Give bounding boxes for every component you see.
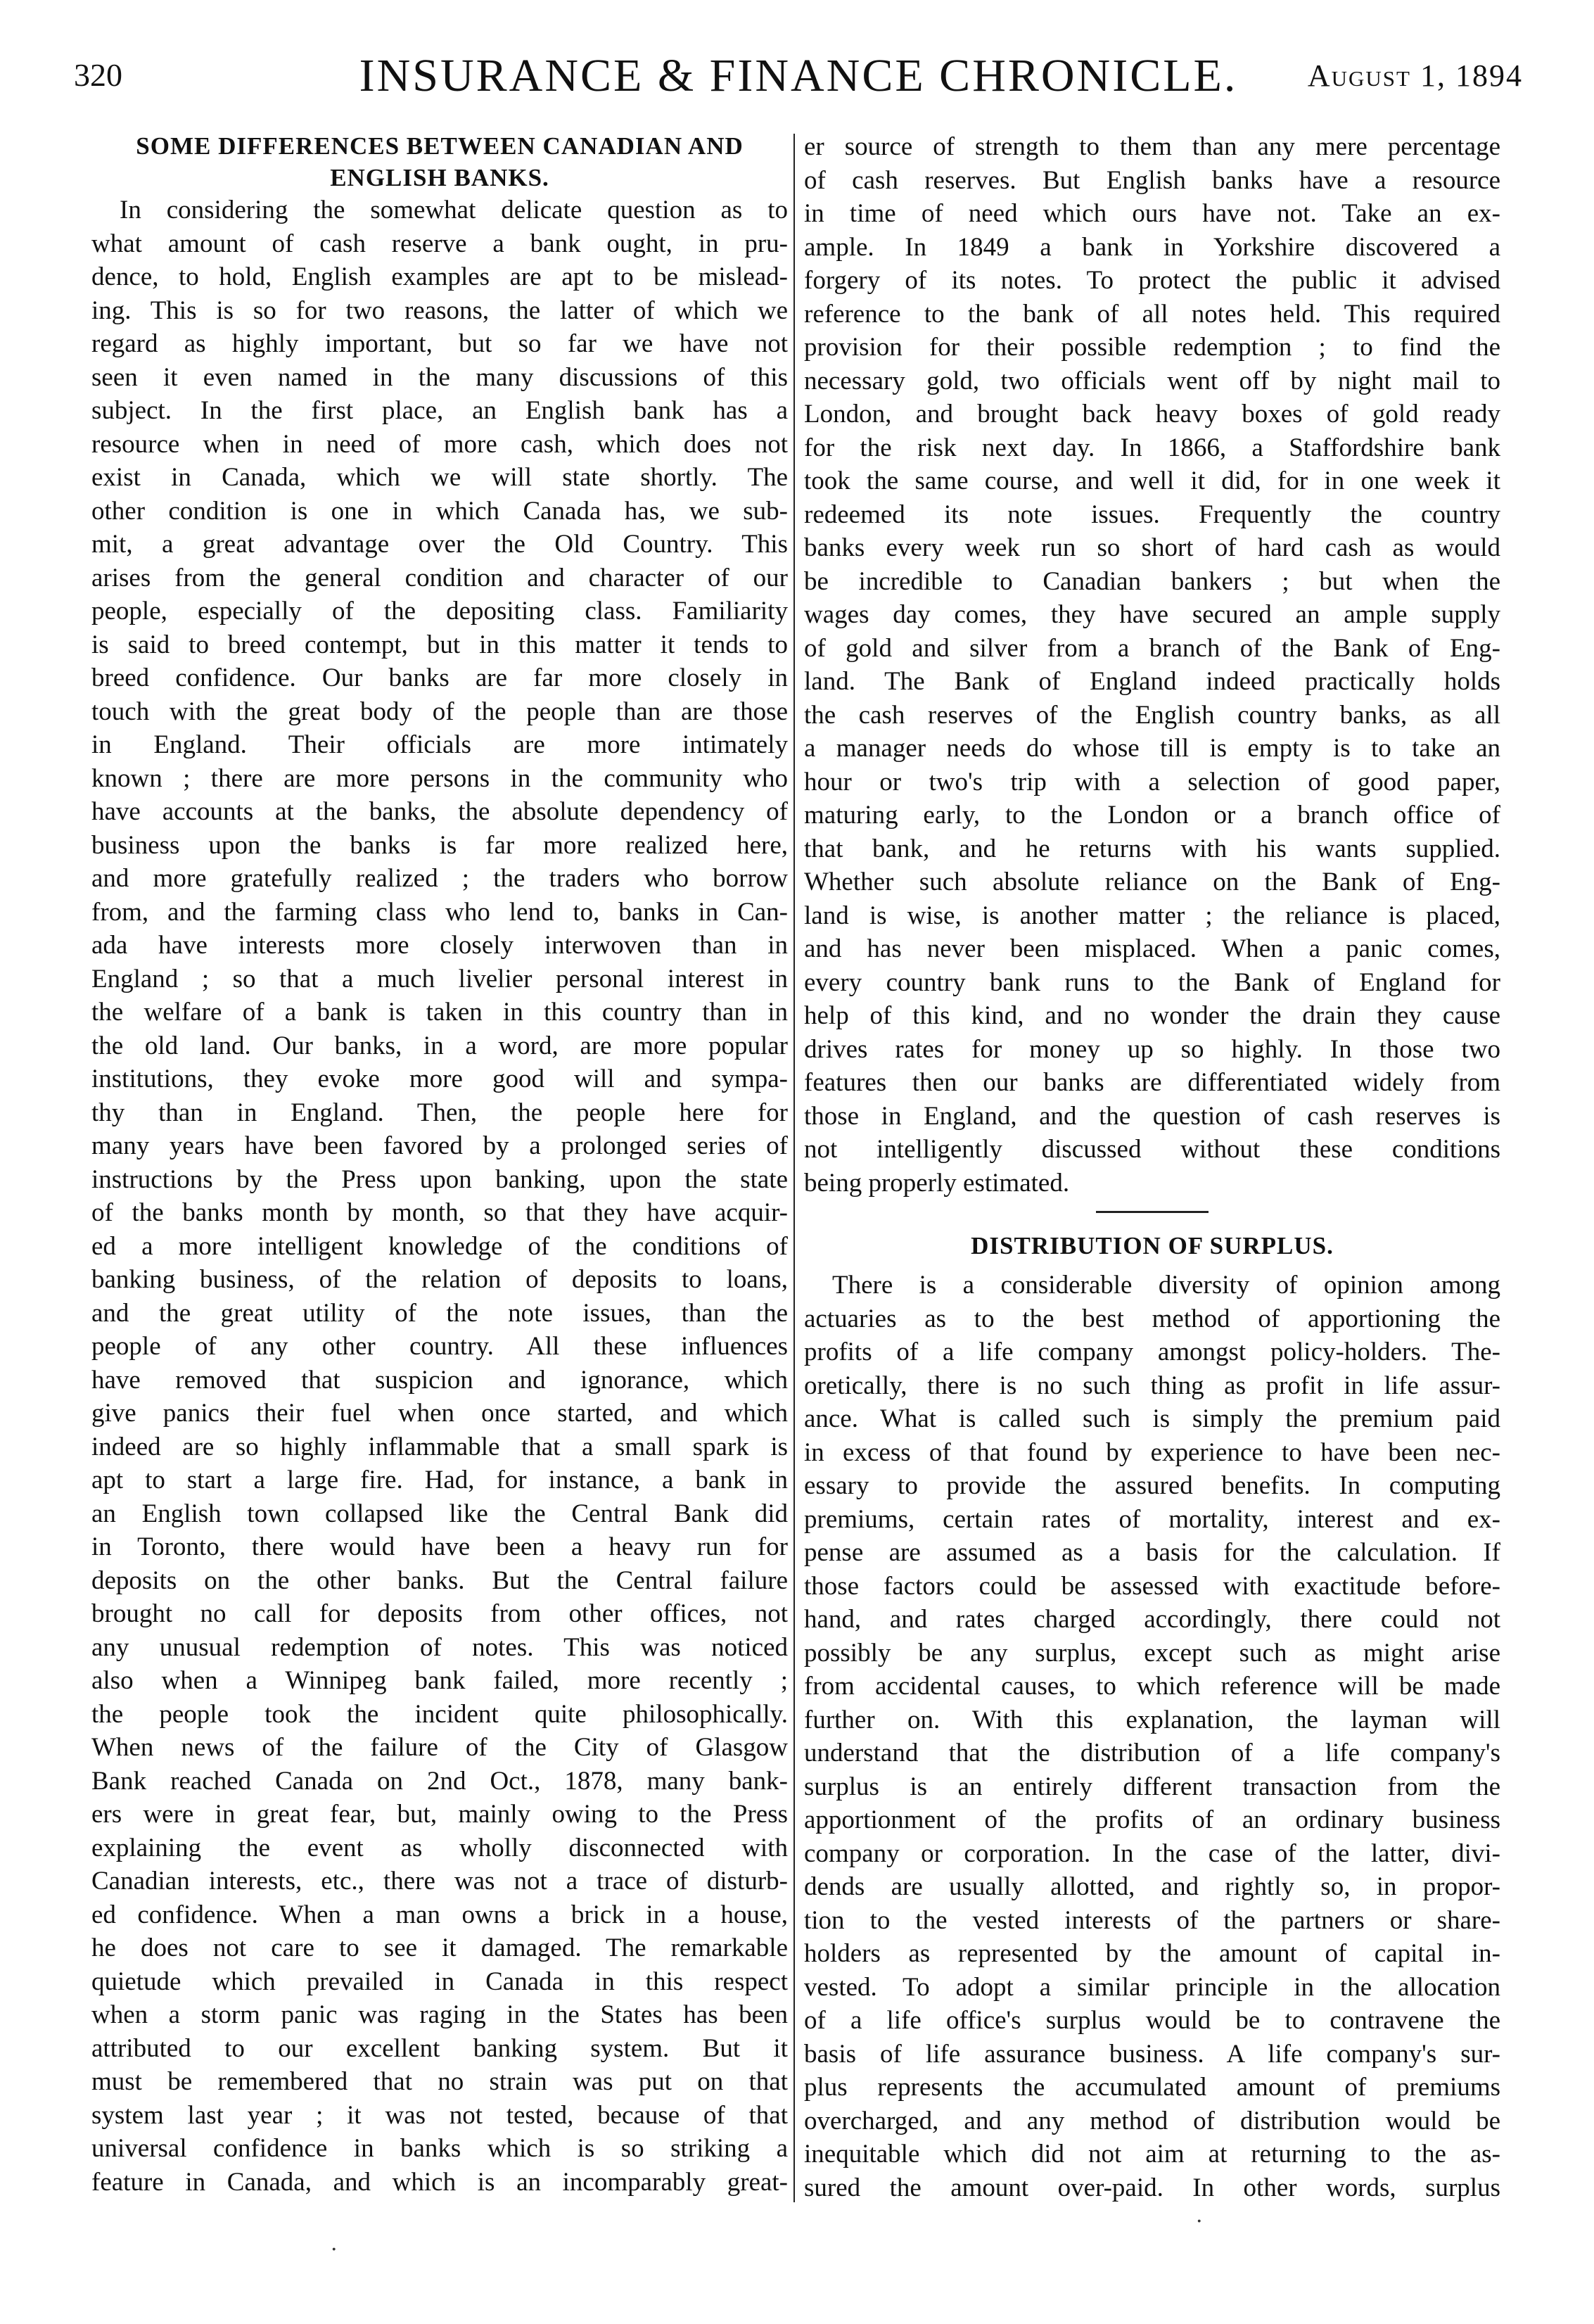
- text-line: from, and the farming class who lend to, banks in Can-: [91, 897, 788, 927]
- text-line: Canadian interests, etc., there was not a trace of disturb-: [91, 1867, 788, 1896]
- text-line: in Toronto, there would have been a heavy run for: [91, 1532, 788, 1561]
- text-line: essary to provide the assured benefits. In computing: [804, 1471, 1500, 1500]
- text-line: brought no call for deposits from other offices, not: [91, 1599, 788, 1628]
- text-line: any unusual redemption of notes. This was noticed: [91, 1632, 788, 1662]
- text-line: when a storm panic was raging in the States has been: [91, 2000, 788, 2029]
- text-line: the cash reserves of the English country banks, as all: [804, 700, 1500, 730]
- text-line: possibly be any surplus, except such as might arise: [804, 1638, 1500, 1668]
- article-body: [91, 193, 788, 2199]
- text-line: ance. What is called such is simply the premium paid: [804, 1404, 1500, 1433]
- text-line: overcharged, and any method of distribution would be: [804, 2106, 1500, 2135]
- text-line: hour or two's trip with a selection of good paper,: [804, 767, 1500, 796]
- text-line: and has never been misplaced. When a panic comes,: [804, 934, 1500, 963]
- text-line: seen it even named in the many discussions of this: [91, 362, 788, 392]
- text-line: profits of a life company amongst policy-holders. The-: [804, 1338, 1500, 1366]
- text-line: business upon the banks is far more realized here,: [91, 830, 788, 860]
- section-divider: [1096, 1211, 1209, 1213]
- article-headline-line-1: SOME DIFFERENCES BETWEEN CANADIAN AND: [136, 132, 744, 160]
- text-line: surplus is an entirely different transaction from the: [804, 1772, 1500, 1801]
- text-line: necessary gold, two officials went off by night mail to: [804, 366, 1500, 395]
- text-line: actuaries as to the best method of apportioning the: [804, 1304, 1500, 1333]
- text-line: regard as highly important, but so far we have not: [91, 329, 788, 358]
- text-line: people, especially of the depositing class. Familiarity: [91, 597, 788, 626]
- text-line: redeemed its note issues. Frequently the country: [804, 500, 1500, 529]
- text-line: is said to breed contempt, but in this matter it tends to: [91, 630, 788, 659]
- text-line: premiums, certain rates of mortality, interest and ex-: [804, 1504, 1500, 1534]
- text-line: holders as represented by the amount of capital in-: [804, 1939, 1500, 1968]
- column-divider: [793, 134, 795, 2202]
- text-line: must be remembered that no strain was put on that: [91, 2067, 788, 2096]
- text-line: help of this kind, and no wonder the drain they cause: [804, 1001, 1500, 1030]
- text-line: be incredible to Canadian bankers ; but when the: [804, 566, 1500, 596]
- text-line: indeed are so highly inflammable that a small spark is: [91, 1432, 788, 1461]
- text-line: ample. In 1849 a bank in Yorkshire discovered a: [804, 232, 1500, 262]
- journal-title: INSURANCE & FINANCE CHRONICLE.: [359, 50, 1238, 101]
- text-line: ing. This is so for two reasons, the latter of which we: [91, 296, 788, 325]
- text-line: the people took the incident quite philosophically.: [91, 1699, 788, 1729]
- text-line: in time of need which ours have not. Take an ex-: [804, 199, 1500, 228]
- text-line: further on. With this explanation, the layman will: [804, 1705, 1500, 1734]
- text-line: drives rates for money up so highly. In those two: [804, 1034, 1500, 1064]
- text-line: basis of life assurance business. A life company's sur-: [804, 2039, 1500, 2069]
- text-line: land. The Bank of England indeed practically holds: [804, 667, 1500, 696]
- text-line: an English town collapsed like the Central Bank did: [91, 1499, 788, 1528]
- text-line: other condition is one in which Canada has, we sub-: [91, 496, 788, 526]
- text-line: system last year ; it was not tested, because of that: [91, 2100, 788, 2130]
- text-line: sured the amount over-paid. In other words, surplus: [804, 2173, 1500, 2202]
- text-line: of a life office's surplus would be to contravene the: [804, 2006, 1500, 2035]
- text-line: and the great utility of the note issues, than the: [91, 1298, 788, 1328]
- text-line: subject. In the first place, an English bank has a: [91, 396, 788, 425]
- text-line: explaining the event as wholly disconnected with: [91, 1833, 788, 1862]
- text-line: hand, and rates charged accordingly, there could not: [804, 1605, 1500, 1634]
- text-line: apt to start a large fire. Had, for instance, a bank in: [91, 1466, 788, 1494]
- print-speck: ·: [1196, 2209, 1203, 2234]
- text-line: There is a considerable diversity of opinion among: [832, 1271, 1500, 1300]
- text-line: what amount of cash reserve a bank ought, in pru-: [91, 229, 788, 258]
- text-line: from accidental causes, to which reference will be made: [804, 1672, 1500, 1701]
- text-line: of gold and silver from a branch of the Bank of Eng-: [804, 633, 1500, 663]
- text-line: being properly estimated.: [804, 1168, 1070, 1198]
- text-line: provision for their possible redemption ; to find the: [804, 333, 1500, 362]
- text-line: inequitable which did not aim at returning to the as-: [804, 2140, 1500, 2169]
- text-line: ers were in great fear, but, mainly owing to the Press: [91, 1800, 788, 1829]
- right-column: [804, 130, 1500, 2204]
- text-line: pense are assumed as a basis for the calculation. If: [804, 1538, 1500, 1567]
- text-line: that bank, and he returns with his wants supplied.: [804, 834, 1500, 863]
- text-line: London, and brought back heavy boxes of gold ready: [804, 400, 1500, 428]
- text-line: those in England, and the question of cash reserves is: [804, 1101, 1500, 1131]
- page-header: [74, 42, 1523, 106]
- text-line: quietude which prevailed in Canada in this respect: [91, 1967, 788, 1996]
- text-line: also when a Winnipeg bank failed, more recently ;: [91, 1666, 788, 1695]
- text-line: arises from the general condition and character of our: [91, 563, 788, 592]
- text-line: England ; so that a much livelier personal interest in: [91, 964, 788, 993]
- text-line: took the same course, and well it did, for in one week it: [804, 466, 1500, 495]
- text-line: land is wise, is another matter ; the reliance is placed,: [804, 901, 1500, 930]
- text-line: banking business, of the relation of deposits to loans,: [91, 1265, 788, 1294]
- section-body: [804, 1269, 1500, 2204]
- text-line: many years have been favored by a prolonged series of: [91, 1131, 788, 1160]
- text-line: have removed that suspicion and ignorance, which: [91, 1365, 788, 1395]
- text-line: tion to the vested interests of the partners or share-: [804, 1905, 1500, 1935]
- text-line: those factors could be assessed with exactitude before-: [804, 1571, 1500, 1601]
- text-line: resource when in need of more cash, which does not: [91, 429, 788, 459]
- text-line: feature in Canada, and which is an incomparably great-: [91, 2167, 788, 2197]
- text-line: the old land. Our banks, in a word, are more popular: [91, 1031, 788, 1060]
- page-number: 320: [74, 57, 122, 93]
- text-line: features then our banks are differentiated widely from: [804, 1068, 1500, 1097]
- text-line: ed a more intelligent knowledge of the conditions of: [91, 1231, 788, 1261]
- section-headline: DISTRIBUTION OF SURPLUS.: [971, 1232, 1334, 1259]
- text-line: in excess of that found by experience to have been nec-: [804, 1437, 1500, 1467]
- text-line: dends are usually allotted, and rightly so, in propor-: [804, 1872, 1500, 1901]
- text-line: vested. To adopt a similar principle in the allocation: [804, 1972, 1500, 2002]
- text-line: wages day comes, they have secured an ample supply: [804, 600, 1500, 629]
- text-line: understand that the distribution of a life company's: [804, 1739, 1500, 1767]
- text-line: institutions, they evoke more good will and sympa-: [91, 1065, 788, 1093]
- text-line: the welfare of a bank is taken in this country than in: [91, 998, 788, 1027]
- text-line: instructions by the Press upon banking, upon the state: [91, 1164, 788, 1194]
- text-line: every country bank runs to the Bank of England for: [804, 967, 1500, 997]
- text-line: mit, a great advantage over the Old Country. This: [91, 530, 788, 559]
- text-line: universal confidence in banks which is so striking a: [91, 2134, 788, 2163]
- text-line: ada have interests more closely interwoven than in: [91, 931, 788, 960]
- text-line: Bank reached Canada on 2nd Oct., 1878, many bank-: [91, 1766, 788, 1796]
- issue-date: August 1, 1894: [1307, 58, 1523, 93]
- text-line: In considering the somewhat delicate question as to: [120, 196, 788, 224]
- left-column: [91, 130, 788, 2199]
- text-line: a manager needs do whose till is empty is to take an: [804, 734, 1500, 763]
- text-line: attributed to our excellent banking system. But it: [91, 2033, 788, 2063]
- text-line: deposits on the other banks. But the Central failure: [91, 1566, 788, 1595]
- text-line: of cash reserves. But English banks have a resource: [804, 165, 1500, 195]
- text-line: plus represents the accumulated amount of premiums: [804, 2073, 1500, 2102]
- text-line: for the risk next day. In 1866, a Staffordshire bank: [804, 433, 1500, 462]
- text-line: dence, to hold, English examples are apt to be mislead-: [91, 262, 788, 291]
- text-line: not intelligently discussed without these conditions: [804, 1135, 1500, 1164]
- text-line: Whether such absolute reliance on the Bank of Eng-: [804, 868, 1500, 896]
- text-line: give panics their fuel when once started, and which: [91, 1399, 788, 1428]
- text-line: people of any other country. All these influences: [91, 1332, 788, 1361]
- text-line: er source of strength to them than any mere percentage: [804, 132, 1500, 161]
- text-line: oretically, there is no such thing as profit in life assur-: [804, 1371, 1500, 1400]
- text-line: he does not care to see it damaged. The remarkable: [91, 1934, 788, 1962]
- text-line: known ; there are more persons in the community who: [91, 763, 788, 793]
- text-line: thy than in England. Then, the people here for: [91, 1098, 788, 1127]
- text-line: forgery of its notes. To protect the public it advised: [804, 266, 1500, 295]
- text-line: of the banks month by month, so that they have acquir-: [91, 1198, 788, 1227]
- text-line: maturing early, to the London or a branch office of: [804, 801, 1500, 830]
- text-line: reference to the bank of all notes held. This required: [804, 299, 1500, 329]
- text-line: apportionment of the profits of an ordinary business: [804, 1805, 1500, 1834]
- text-line: ed confidence. When a man owns a brick in a house,: [91, 1900, 788, 1929]
- text-line: company or corporation. In the case of the latter, divi-: [804, 1839, 1500, 1868]
- text-line: banks every week run so short of hard cash as would: [804, 533, 1500, 562]
- text-line: exist in Canada, which we will state shortly. The: [91, 463, 788, 492]
- text-line: have accounts at the banks, the absolute dependency of: [91, 797, 788, 826]
- text-line: in England. Their officials are more intimately: [91, 730, 788, 759]
- text-line: breed confidence. Our banks are far more closely in: [91, 663, 788, 692]
- text-line: When news of the failure of the City of Glasgow: [91, 1733, 788, 1762]
- print-speck: ·: [331, 2237, 338, 2262]
- text-line: and more gratefully realized ; the traders who borrow: [91, 864, 788, 893]
- text-line: touch with the great body of the people than are those: [91, 697, 788, 726]
- article-headline-line-2: ENGLISH BANKS.: [330, 164, 549, 191]
- article-body-continued: [804, 130, 1500, 1200]
